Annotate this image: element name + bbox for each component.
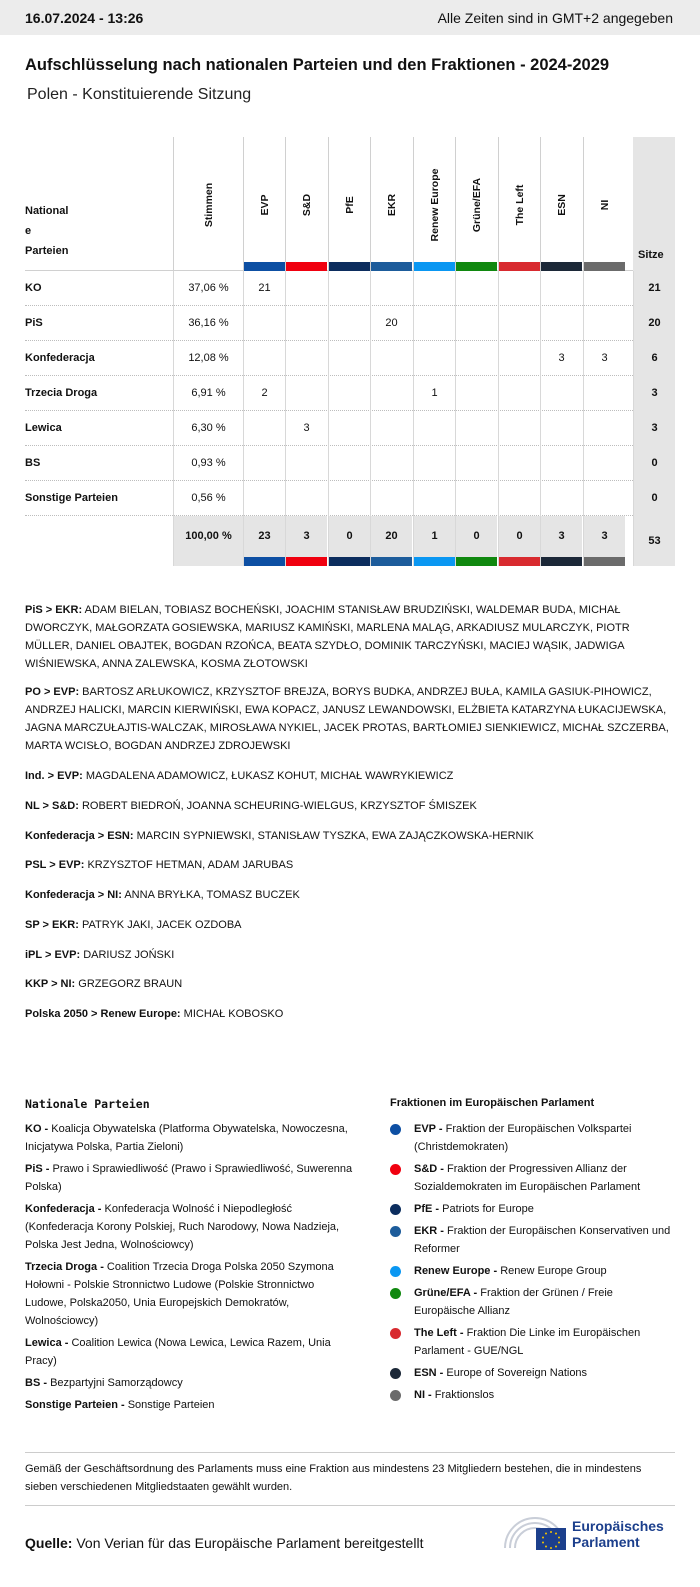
group-total-cell xyxy=(498,516,540,566)
page-subtitle: Polen - Konstituierende Sitzung xyxy=(27,86,252,103)
seat-cell xyxy=(285,376,327,411)
legend-abbr: Trzecia Droga - xyxy=(25,1261,104,1273)
group-color-dot-icon xyxy=(390,1164,401,1175)
group-total-value: 20 xyxy=(385,530,398,542)
legend-abbr: S&D - xyxy=(414,1163,444,1175)
table-row xyxy=(25,481,675,516)
group-legend-item xyxy=(390,1120,675,1156)
timestamp: 16.07.2024 - 13:26 xyxy=(25,9,144,26)
seat-cell xyxy=(370,376,412,411)
seat-cell xyxy=(328,446,370,481)
group-total-value: 1 xyxy=(431,530,438,542)
seat-cell xyxy=(413,411,455,446)
legend-abbr: EKR - xyxy=(414,1225,444,1237)
seat-cell xyxy=(583,306,625,341)
seats-total-cell: 20 xyxy=(633,306,675,341)
group-header-label: The Left xyxy=(513,184,526,226)
seat-cell xyxy=(540,271,582,306)
group-color-bar xyxy=(329,557,370,566)
table-row xyxy=(25,446,675,481)
member-group-label: SP > EKR: xyxy=(25,919,79,931)
group-color-bar xyxy=(244,262,285,271)
member-names: MAGDALENA ADAMOWICZ, ŁUKASZ KOHUT, MICHAŁ WAWRYKIEWICZ xyxy=(85,770,454,782)
group-column-header xyxy=(455,137,497,271)
legend-abbr: PfE - xyxy=(414,1203,440,1215)
group-color-dot-icon xyxy=(390,1390,401,1401)
seat-cell: 1 xyxy=(413,376,455,411)
seat-cell xyxy=(328,271,370,306)
seat-cell xyxy=(498,481,540,516)
group-header-label: NI xyxy=(598,199,611,211)
member-names: ADAM BIELAN, TOBIASZ BOCHEŃSKI, JOACHIM STANISŁAW BRUDZIŃSKI, WALDEMAR BUDA, MICHAŁ DWORCZYK, MAŁGORZATA GOSIEWSKA, MARIUSZ KAMIŃSKI, MARLENA MALĄG, ARKADIUSZ MULARCZYK, PIOTR MÜLLER, DANIEL OBAJTEK, BOGDAN RZOŃCA, BEATA SZYDŁO, DOMINIK TARCZYŃSKI, MACIEJ WĄSIK, JADWIGA WIŚNIEWSKA, ANNA ZALEWSKA, KOSMA ZŁOTOWSKI xyxy=(25,604,630,670)
group-total-cell xyxy=(455,516,497,566)
seat-cell xyxy=(285,271,327,306)
legend-desc: Konfederacja Wolność i Niepodległość (Konfederacja Korony Polskiej, Ruch Narodowy, Nowa Nadzieja, Polska Jest Jedna, Wolnościowcy) xyxy=(25,1203,340,1251)
legend-desc: Koalicja Obywatelska (Platforma Obywatelska, Nowoczesna, Inicjatywa Polska, Partia Zieloni) xyxy=(25,1123,348,1153)
seat-cell xyxy=(455,271,497,306)
member-names: KRZYSZTOF HETMAN, ADAM JARUBAS xyxy=(87,859,294,871)
group-color-bar xyxy=(456,557,497,566)
seat-cell xyxy=(285,446,327,481)
group-color-bar xyxy=(371,557,412,566)
seat-cell xyxy=(455,341,497,376)
votes-cell: 37,06 % xyxy=(173,271,243,306)
group-column-header xyxy=(540,137,582,271)
group-color-dot-icon xyxy=(390,1226,401,1237)
page-title: Aufschlüsselung nach nationalen Parteien und den Fraktionen - 2024-2029 xyxy=(25,56,610,74)
member-group xyxy=(25,827,675,845)
member-group-label: Konfederacja > ESN: xyxy=(25,830,134,842)
legend-desc: Fraktionslos xyxy=(434,1389,495,1401)
member-names: GRZEGORZ BRAUN xyxy=(78,978,183,990)
seat-cell xyxy=(413,341,455,376)
table-row xyxy=(25,271,675,306)
group-column-header xyxy=(413,137,455,271)
party-column-header: National e Parteien xyxy=(25,205,69,257)
group-color-bar xyxy=(584,557,625,566)
seat-cell xyxy=(583,411,625,446)
legend-abbr: NI - xyxy=(414,1389,432,1401)
seat-cell xyxy=(285,306,327,341)
group-legend-item xyxy=(390,1324,675,1360)
group-color-bar xyxy=(584,262,625,271)
member-names: ANNA BRYŁKA, TOMASZ BUCZEK xyxy=(124,889,300,901)
party-name: Sonstige Parteien xyxy=(25,492,118,504)
member-group-label: KKP > NI: xyxy=(25,978,76,990)
seat-cell xyxy=(285,341,327,376)
legend-desc: Prawo i Sprawiedliwość (Prawo i Sprawiedliwość, Suwerenna Polska) xyxy=(25,1163,353,1193)
votes-cell: 36,16 % xyxy=(173,306,243,341)
logo-text-line2: Parlament xyxy=(572,1534,640,1550)
seat-cell xyxy=(583,481,625,516)
party-name: Lewica xyxy=(25,422,62,434)
legend-desc: Fraktion Die Linke im Europäischen Parlament - GUE/NGL xyxy=(414,1327,641,1357)
seat-cell xyxy=(243,306,285,341)
seat-cell xyxy=(455,376,497,411)
national-legend-item xyxy=(25,1258,355,1330)
seats-total-cell: 0 xyxy=(633,446,675,481)
group-total-cell xyxy=(413,516,455,566)
seats-total-cell: 0 xyxy=(633,481,675,516)
legend-abbr: KO - xyxy=(25,1123,49,1135)
seat-cell xyxy=(540,446,582,481)
group-total-value: 0 xyxy=(473,530,480,542)
group-color-dot-icon xyxy=(390,1368,401,1379)
seat-cell xyxy=(243,341,285,376)
seat-cell xyxy=(498,271,540,306)
group-column-header xyxy=(498,137,540,271)
source-label: Quelle: xyxy=(25,1535,73,1551)
table-row xyxy=(25,306,675,341)
source-text: Von Verian für das Europäische Parlament bereitgestellt xyxy=(76,1535,424,1551)
member-group xyxy=(25,856,675,874)
votes-column-header xyxy=(173,137,243,271)
votes-cell: 0,56 % xyxy=(173,481,243,516)
seat-cell xyxy=(498,446,540,481)
group-color-bar xyxy=(244,557,285,566)
votes-total-cell: 100,00 % xyxy=(173,516,243,566)
group-header-label: PfE xyxy=(343,196,356,214)
seat-cell xyxy=(370,271,412,306)
seat-cell xyxy=(328,376,370,411)
parliament-hemicycle-icon xyxy=(502,1512,568,1554)
member-group xyxy=(25,797,675,815)
group-legend-item xyxy=(390,1160,675,1196)
group-color-dot-icon xyxy=(390,1204,401,1215)
seat-cell xyxy=(413,306,455,341)
votes-header-label: Stimmen xyxy=(202,182,215,228)
member-group-label: NL > S&D: xyxy=(25,800,79,812)
seat-cell xyxy=(583,271,625,306)
votes-cell: 6,91 % xyxy=(173,376,243,411)
votes-cell: 12,08 % xyxy=(173,341,243,376)
seat-cell xyxy=(540,481,582,516)
seat-cell xyxy=(243,481,285,516)
legend-abbr: PiS - xyxy=(25,1163,50,1175)
group-legend-item xyxy=(390,1200,675,1218)
seat-cell xyxy=(243,411,285,446)
legend-abbr: BS - xyxy=(25,1377,47,1389)
legend-abbr: Sonstige Parteien - xyxy=(25,1399,125,1411)
seats-column-header xyxy=(633,137,675,271)
national-legend-item xyxy=(25,1374,355,1392)
legend-abbr: EVP - xyxy=(414,1123,443,1135)
member-names: MARCIN SYPNIEWSKI, STANISŁAW TYSZKA, EWA ZAJĄCZKOWSKA-HERNIK xyxy=(136,830,534,842)
seat-cell: 21 xyxy=(243,271,285,306)
seat-cell xyxy=(540,411,582,446)
member-group xyxy=(25,975,675,993)
group-color-bar xyxy=(456,262,497,271)
seat-cell xyxy=(413,446,455,481)
legend-abbr: The Left - xyxy=(414,1327,464,1339)
group-color-bar xyxy=(414,262,455,271)
member-group-label: PSL > EVP: xyxy=(25,859,85,871)
group-total-value: 3 xyxy=(601,530,608,542)
seats-total-cell: 6 xyxy=(633,341,675,376)
seat-cell xyxy=(455,306,497,341)
seat-cell xyxy=(498,411,540,446)
member-group-label: Polska 2050 > Renew Europe: xyxy=(25,1008,181,1020)
member-group xyxy=(25,946,675,964)
legend-desc: Fraktion der Grünen / Freie Europäische Allianz xyxy=(414,1287,613,1317)
group-legend-list xyxy=(390,1120,675,1408)
legend-abbr: Renew Europe - xyxy=(414,1265,498,1277)
member-group xyxy=(25,916,675,934)
group-total-cell xyxy=(370,516,412,566)
seats-header-label: Sitze xyxy=(638,249,664,261)
national-legend-item xyxy=(25,1160,355,1196)
seat-cell xyxy=(243,446,285,481)
group-total-cell xyxy=(243,516,285,566)
legend-desc: Fraktion der Europäischen Konservativen und Reformer xyxy=(414,1225,671,1255)
seat-cell xyxy=(540,306,582,341)
seat-cell: 3 xyxy=(583,341,625,376)
member-names: ROBERT BIEDROŃ, JOANNA SCHEURING-WIELGUS, KRZYSZTOF ŚMISZEK xyxy=(81,800,477,812)
group-color-bar xyxy=(414,557,455,566)
group-color-dot-icon xyxy=(390,1288,401,1299)
seat-cell xyxy=(540,376,582,411)
seat-cell xyxy=(328,341,370,376)
group-column-header xyxy=(583,137,625,271)
member-group xyxy=(25,886,675,904)
votes-cell: 6,30 % xyxy=(173,411,243,446)
seat-cell xyxy=(370,446,412,481)
seat-cell: 2 xyxy=(243,376,285,411)
seat-cell xyxy=(328,411,370,446)
seat-cell xyxy=(328,306,370,341)
seats-total-cell: 3 xyxy=(633,411,675,446)
seat-cell xyxy=(583,446,625,481)
table-row xyxy=(25,341,675,376)
rules-note: Gemäß der Geschäftsordnung des Parlaments muss eine Fraktion aus mindestens 23 Mitgliedern bestehen, die in mindestens sieben verschiedenen Mitgliedstaaten gewählt wurden. xyxy=(25,1452,675,1506)
logo-text-line1: Europäisches xyxy=(572,1518,664,1534)
member-names: BARTOSZ ARŁUKOWICZ, KRZYSZTOF BREJZA, BORYS BUDKA, ANDRZEJ BUŁA, KAMILA GASIUK-PIHOWICZ, ANDRZEJ HALICKI, MARCIN KIERWIŃSKI, EWA KOPACZ, JANUSZ LEWANDOWSKI, ELŻBIETA KATARZYNA ŁUKACIJEWSKA, JAGNA MARCZUŁAJTIS-WALCZAK, MIROSŁAWA NYKIEL, JACEK PROTAS, BARTŁOMIEJ SIENKIEWICZ, MICHAŁ SZCZERBA, MARTA WCISŁO, BOGDAN ANDRZEJ ZDROJEWSKI xyxy=(25,686,669,752)
group-legend-item xyxy=(390,1386,675,1404)
source-line xyxy=(25,1535,423,1551)
seat-cell xyxy=(328,481,370,516)
group-legend-item xyxy=(390,1284,675,1320)
seat-cell xyxy=(498,306,540,341)
legend-desc: Europe of Sovereign Nations xyxy=(446,1367,588,1379)
group-legend-item xyxy=(390,1262,675,1280)
member-group xyxy=(25,1005,675,1023)
group-color-bar xyxy=(329,262,370,271)
group-total-cell xyxy=(540,516,582,566)
legend-desc: Renew Europe Group xyxy=(500,1265,607,1277)
group-legend-item xyxy=(390,1222,675,1258)
group-total-value: 0 xyxy=(346,530,353,542)
national-legend-item xyxy=(25,1200,355,1254)
group-total-cell xyxy=(328,516,370,566)
legend-desc: Fraktion der Europäischen Volkspartei (Christdemokraten) xyxy=(414,1123,632,1153)
seat-cell xyxy=(370,481,412,516)
seat-cell xyxy=(455,481,497,516)
legend-desc: Patriots for Europe xyxy=(442,1203,534,1215)
seats-total-cell: 21 xyxy=(633,271,675,306)
group-total-value: 3 xyxy=(558,530,565,542)
member-group-label: Konfederacja > NI: xyxy=(25,889,122,901)
seat-cell: 3 xyxy=(540,341,582,376)
seat-cell xyxy=(583,376,625,411)
legend-desc: Coalition Lewica (Nowa Lewica, Lewica Razem, Unia Pracy) xyxy=(25,1337,331,1367)
party-name: KO xyxy=(25,282,42,294)
member-group xyxy=(25,601,675,673)
legend-desc: Coalition Trzecia Droga Polska 2050 Szymona Hołowni - Polskie Stronnictwo Ludowe (Polskie Stronnictwo Ludowe, Polska2050, Unia Europejskich Demokratów, Wolnościowcy) xyxy=(25,1261,334,1327)
group-header-label: EKR xyxy=(385,193,398,217)
seats-grand-total: 53 xyxy=(633,516,675,566)
member-group xyxy=(25,767,675,785)
member-group xyxy=(25,683,675,755)
group-header-label: EVP xyxy=(258,194,271,216)
table-row xyxy=(25,376,675,411)
member-names: PATRYK JAKI, JACEK OZDOBA xyxy=(81,919,242,931)
results-table xyxy=(25,137,675,566)
group-color-bar xyxy=(499,557,540,566)
totals-row xyxy=(25,516,675,566)
party-name: Trzecia Droga xyxy=(25,387,98,399)
legend-desc: Fraktion der Progressiven Allianz der Sozialdemokraten im Europäischen Parlament xyxy=(414,1163,641,1193)
group-legend-item xyxy=(390,1364,675,1382)
member-group-label: PiS > EKR: xyxy=(25,604,83,616)
group-header-label: Renew Europe xyxy=(428,168,441,242)
group-color-bar xyxy=(541,262,582,271)
seat-cell xyxy=(285,481,327,516)
logo-text xyxy=(572,1518,664,1550)
group-total-cell xyxy=(285,516,327,566)
group-header-label: S&D xyxy=(300,193,313,217)
top-bar xyxy=(0,0,700,35)
table-row xyxy=(25,411,675,446)
party-name: PiS xyxy=(25,317,43,329)
seat-cell xyxy=(455,411,497,446)
group-column-header xyxy=(243,137,285,271)
member-group-label: PO > EVP: xyxy=(25,686,80,698)
seat-cell xyxy=(498,341,540,376)
member-group-label: iPL > EVP: xyxy=(25,949,81,961)
group-total-cell xyxy=(583,516,625,566)
national-legend-list xyxy=(25,1120,355,1418)
seat-cell xyxy=(370,411,412,446)
seat-cell: 3 xyxy=(285,411,327,446)
legend-desc: Bezpartyjni Samorządowcy xyxy=(50,1377,183,1389)
party-name: BS xyxy=(25,457,41,469)
group-color-dot-icon xyxy=(390,1124,401,1135)
table-body xyxy=(25,271,675,516)
national-legend-item xyxy=(25,1334,355,1370)
group-color-dot-icon xyxy=(390,1328,401,1339)
seat-cell xyxy=(413,271,455,306)
group-color-bar xyxy=(541,557,582,566)
group-color-bar xyxy=(286,557,327,566)
group-color-bar xyxy=(286,262,327,271)
seat-cell xyxy=(370,341,412,376)
seat-cell: 20 xyxy=(370,306,412,341)
group-legend-heading: Fraktionen im Europäischen Parlament xyxy=(390,1097,595,1109)
national-legend-item xyxy=(25,1120,355,1156)
seats-total-cell: 3 xyxy=(633,376,675,411)
group-column-header xyxy=(370,137,412,271)
member-names: MICHAŁ KOBOSKO xyxy=(183,1008,284,1020)
group-column-header xyxy=(285,137,327,271)
group-header-label: ESN xyxy=(555,194,568,216)
votes-cell: 0,93 % xyxy=(173,446,243,481)
group-column-header xyxy=(328,137,370,271)
seat-cell xyxy=(413,481,455,516)
group-total-value: 0 xyxy=(516,530,523,542)
timezone-note: Alle Zeiten sind in GMT+2 angegeben xyxy=(437,9,673,26)
legend-abbr: ESN - xyxy=(414,1367,444,1379)
group-header-label: Grüne/EFA xyxy=(470,177,483,233)
ep-logo xyxy=(502,1512,674,1554)
party-name: Konfederacja xyxy=(25,352,95,364)
member-names: DARIUSZ JOŃSKI xyxy=(83,949,175,961)
group-color-dot-icon xyxy=(390,1266,401,1277)
group-color-bar xyxy=(371,262,412,271)
group-total-value: 23 xyxy=(258,530,271,542)
seat-cell xyxy=(498,376,540,411)
member-group-label: Ind. > EVP: xyxy=(25,770,83,782)
seat-cell xyxy=(455,446,497,481)
legend-desc: Sonstige Parteien xyxy=(127,1399,215,1411)
group-total-value: 3 xyxy=(303,530,310,542)
legend-abbr: Grüne/EFA - xyxy=(414,1287,478,1299)
group-color-bar xyxy=(499,262,540,271)
national-legend-item xyxy=(25,1396,355,1414)
legend-abbr: Lewica - xyxy=(25,1337,69,1349)
national-legend-heading: Nationale Parteien xyxy=(25,1097,150,1111)
table-header xyxy=(25,137,675,271)
legend-abbr: Konfederacja - xyxy=(25,1203,102,1215)
